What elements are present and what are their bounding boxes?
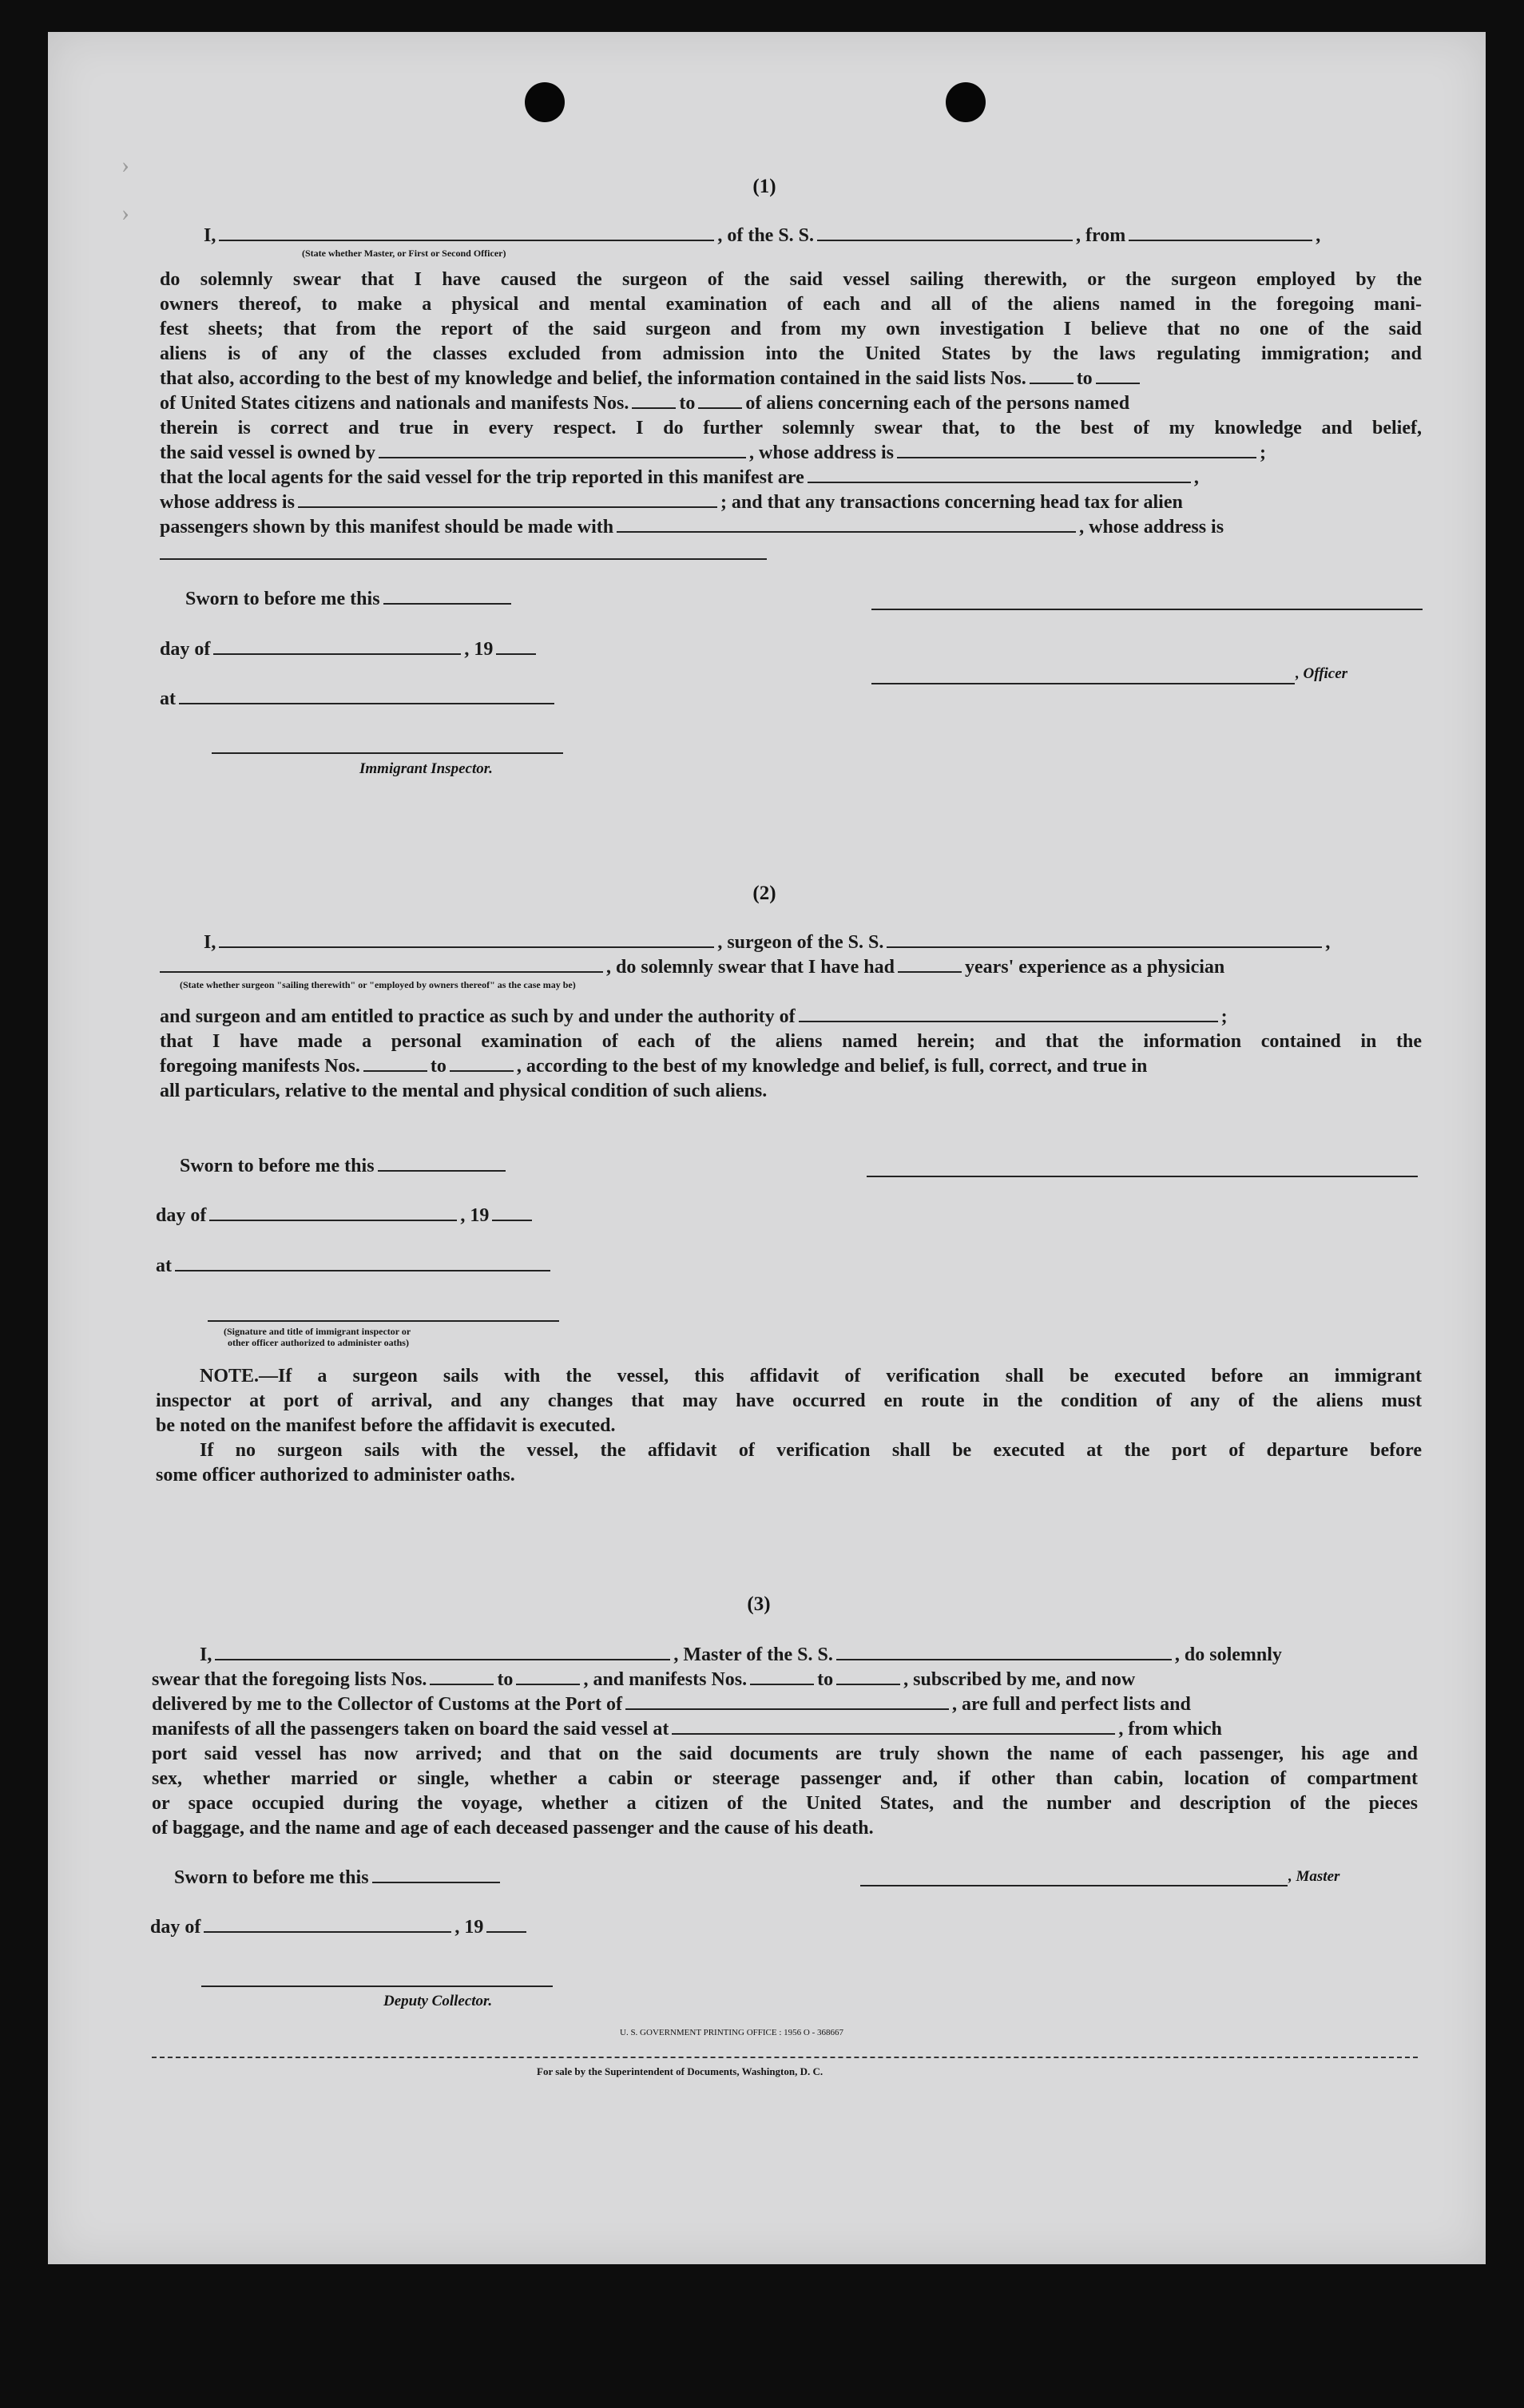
scan-artifact: ›	[121, 200, 129, 226]
sec2-line-1: I, , surgeon of the S. S. ,	[204, 932, 1331, 953]
punch-hole-right	[946, 82, 986, 122]
sec3-paragraph-line: port said vessel has now arrived; and that on the said documents are truly shown the name of each passenger, his age and	[152, 1744, 1418, 1764]
sec1-paragraph-line: aliens is of any of the classes excluded from admission into the United States by the laws regulating immigration; and	[160, 343, 1422, 364]
sec2-manifests-from-field[interactable]	[363, 1056, 427, 1072]
sec1-officer-note: (State whether Master, or First or Second Officer)	[302, 248, 506, 259]
sec2-signature-note: (Signature and title of immigrant inspector or	[224, 1326, 411, 1337]
sec1-line-1: I, , of the S. S. , from ,	[204, 225, 1321, 246]
from-port-field[interactable]	[1129, 225, 1312, 241]
sec3-line-1: I, , Master of the S. S. , do solemnly	[200, 1644, 1282, 1665]
sec3-year-field[interactable]	[486, 1917, 526, 1933]
sec2-surgeon-note: (State whether surgeon "sailing therewith" or "employed by owners thereof" as the case may be)	[180, 979, 576, 990]
sec2-day-of: day of , 19	[156, 1204, 535, 1228]
master-name-field[interactable]	[219, 225, 714, 241]
sec1-line-9: that the local agents for the said vessel for the trip reported in this manifest are ,	[160, 467, 1199, 488]
scan-artifact: ›	[121, 152, 129, 178]
sec3-line-4: manifests of all the passengers taken on board the said vessel at , from which	[152, 1719, 1222, 1740]
surgeon-ship-field[interactable]	[887, 932, 1322, 948]
sec3-lists-to-field[interactable]	[516, 1669, 580, 1685]
sec1-line-11: passengers shown by this manifest should be made with , whose address is	[160, 517, 1224, 538]
sale-notice: For sale by the Superintendent of Documents, Washington, D. C.	[537, 2065, 824, 2077]
officer-caption: , Officer	[1296, 665, 1348, 682]
sec2-note-line: NOTE.—If a surgeon sails with the vessel, this affidavit of verification shall be executed before an immigrant	[200, 1366, 1422, 1386]
local-agents-field[interactable]	[808, 467, 1191, 483]
sec2-month-field[interactable]	[209, 1205, 457, 1221]
surgeon-signature-line[interactable]	[867, 1176, 1418, 1177]
manifests-from-field[interactable]	[632, 393, 676, 409]
sec3-line-2: swear that the foregoing lists Nos. to , and manifests Nos. to , subscribed by me, and now	[152, 1669, 1136, 1690]
sec3-manifests-to-field[interactable]	[836, 1669, 900, 1685]
sec3-paragraph-line: or space occupied during the voyage, whether a citizen of the United States, and the number and description of the pieces	[152, 1793, 1418, 1814]
sec3-master-signature-line[interactable]	[860, 1885, 1288, 1886]
lists-from-field[interactable]	[1030, 368, 1074, 384]
years-experience-field[interactable]	[898, 957, 962, 973]
deputy-collector-signature-line[interactable]	[201, 1986, 553, 1987]
section-3-number: (3)	[747, 1593, 771, 1615]
port-field[interactable]	[625, 1694, 949, 1710]
sec1-line-5: that also, according to the best of my knowledge and belief, the information contained in the said lists Nos. to	[160, 367, 1143, 391]
sworn-date-field[interactable]	[383, 589, 511, 605]
sec2-line-4: that I have made a personal examination of each of the aliens named herein; and that the information contained in the	[160, 1031, 1422, 1052]
gpo-imprint: U. S. GOVERNMENT PRINTING OFFICE : 1956 O - 368667	[620, 2028, 844, 2037]
deputy-collector-caption: Deputy Collector.	[383, 1993, 493, 2009]
sec3-lists-from-field[interactable]	[430, 1669, 494, 1685]
sec3-sworn: Sworn to before me this	[174, 1866, 503, 1890]
section-1-number: (1)	[752, 176, 776, 197]
sec3-sworn-date-field[interactable]	[372, 1867, 500, 1883]
sec1-paragraph-line: do solemnly swear that I have caused the surgeon of the said vessel sailing therewith, or the surgeon employed by the	[160, 269, 1422, 290]
sec2-line-3: and surgeon and am entitled to practice as such by and under the authority of ;	[160, 1006, 1228, 1027]
lists-to-field[interactable]	[1096, 368, 1140, 384]
sec1-paragraph-line: fest sheets; that from the report of the said surgeon and from my own investigation I believe that no one of the said	[160, 319, 1422, 339]
officer-signature-line[interactable]	[871, 683, 1295, 684]
sec3-ship-field[interactable]	[836, 1644, 1172, 1660]
sec1-line-10: whose address is ; and that any transactions concerning head tax for alien	[160, 492, 1183, 513]
owner-field[interactable]	[379, 442, 746, 458]
master-caption: , Master	[1288, 1868, 1340, 1885]
sec2-note-line: If no surgeon sails with the vessel, the affidavit of verification shall be executed at the port of departure before	[200, 1440, 1422, 1461]
sec1-at: at	[160, 687, 558, 711]
sec2-signature-note: other officer authorized to administer oaths)	[228, 1337, 409, 1348]
sec1-day-of: day of , 19	[160, 637, 539, 661]
sec1-line-7: therein is correct and true in every respect. I do further solemnly swear that, to the best of my knowledge and belief,	[160, 418, 1422, 438]
sec1-sworn: Sworn to before me this	[185, 587, 514, 611]
boarding-port-field[interactable]	[672, 1719, 1115, 1735]
sec2-sworn: Sworn to before me this	[180, 1154, 509, 1178]
sec1-line-6: of United States citizens and nationals and manifests Nos. to of aliens concerning each of the persons named	[160, 393, 1130, 414]
sec2-inspector-signature-line[interactable]	[208, 1320, 559, 1322]
section-2-number: (2)	[752, 883, 776, 904]
sec3-day-of: day of , 19	[150, 1915, 530, 1939]
sec2-note-line: be noted on the manifest before the affidavit is executed.	[156, 1415, 616, 1436]
master-signature-line[interactable]	[871, 609, 1423, 610]
sec2-at-place-field[interactable]	[175, 1256, 550, 1271]
sec2-year-field[interactable]	[492, 1205, 532, 1221]
ship-name-field[interactable]	[817, 225, 1073, 241]
sec2-sworn-date-field[interactable]	[378, 1156, 506, 1172]
agents-address-field[interactable]	[298, 492, 717, 508]
sec1-line-8: the said vessel is owned by , whose address is ;	[160, 442, 1266, 463]
sec2-line-2: , do solemnly swear that I have had years' experience as a physician	[160, 955, 1224, 979]
form-page	[48, 32, 1486, 2264]
at-place-field[interactable]	[179, 688, 554, 704]
authority-field[interactable]	[799, 1006, 1218, 1022]
sec3-paragraph-line: sex, whether married or single, whether a cabin or steerage passenger and, if other than cabin, location of compartment	[152, 1768, 1418, 1789]
head-tax-party-field[interactable]	[617, 517, 1076, 533]
year-field[interactable]	[496, 639, 536, 655]
sec2-note-line: some officer authorized to administer oaths.	[156, 1465, 515, 1486]
inspector-signature-line[interactable]	[212, 752, 563, 754]
sec2-line-5: foregoing manifests Nos. to , according to the best of my knowledge and belief, is full, correct, and true in	[160, 1056, 1148, 1077]
sec2-line-6: all particulars, relative to the mental and physical condition of such aliens.	[160, 1081, 768, 1101]
month-field[interactable]	[213, 639, 461, 655]
head-tax-address-field[interactable]	[160, 558, 767, 560]
manifests-to-field[interactable]	[698, 393, 742, 409]
punch-hole-left	[525, 82, 565, 122]
sec2-note-line: inspector at port of arrival, and any changes that may have occurred en route in the condition of any of the aliens must	[156, 1390, 1422, 1411]
surgeon-status-field[interactable]	[160, 957, 603, 973]
sec2-manifests-to-field[interactable]	[450, 1056, 514, 1072]
footer-rule	[152, 2057, 1418, 2058]
sec1-paragraph-line: owners thereof, to make a physical and mental examination of each and all of the aliens named in the foregoing mani-	[160, 294, 1422, 315]
sec2-at: at	[156, 1254, 554, 1278]
sec3-line-3: delivered by me to the Collector of Customs at the Port of , are full and perfect lists and	[152, 1694, 1191, 1715]
sec3-paragraph-line: of baggage, and the name and age of each deceased passenger and the cause of his death.	[152, 1818, 874, 1839]
surgeon-name-field[interactable]	[219, 932, 714, 948]
immigrant-inspector-caption: Immigrant Inspector.	[359, 760, 493, 777]
sec3-month-field[interactable]	[204, 1917, 451, 1933]
sec3-manifests-from-field[interactable]	[750, 1669, 814, 1685]
sec3-master-name-field[interactable]	[215, 1644, 670, 1660]
owner-address-field[interactable]	[897, 442, 1256, 458]
